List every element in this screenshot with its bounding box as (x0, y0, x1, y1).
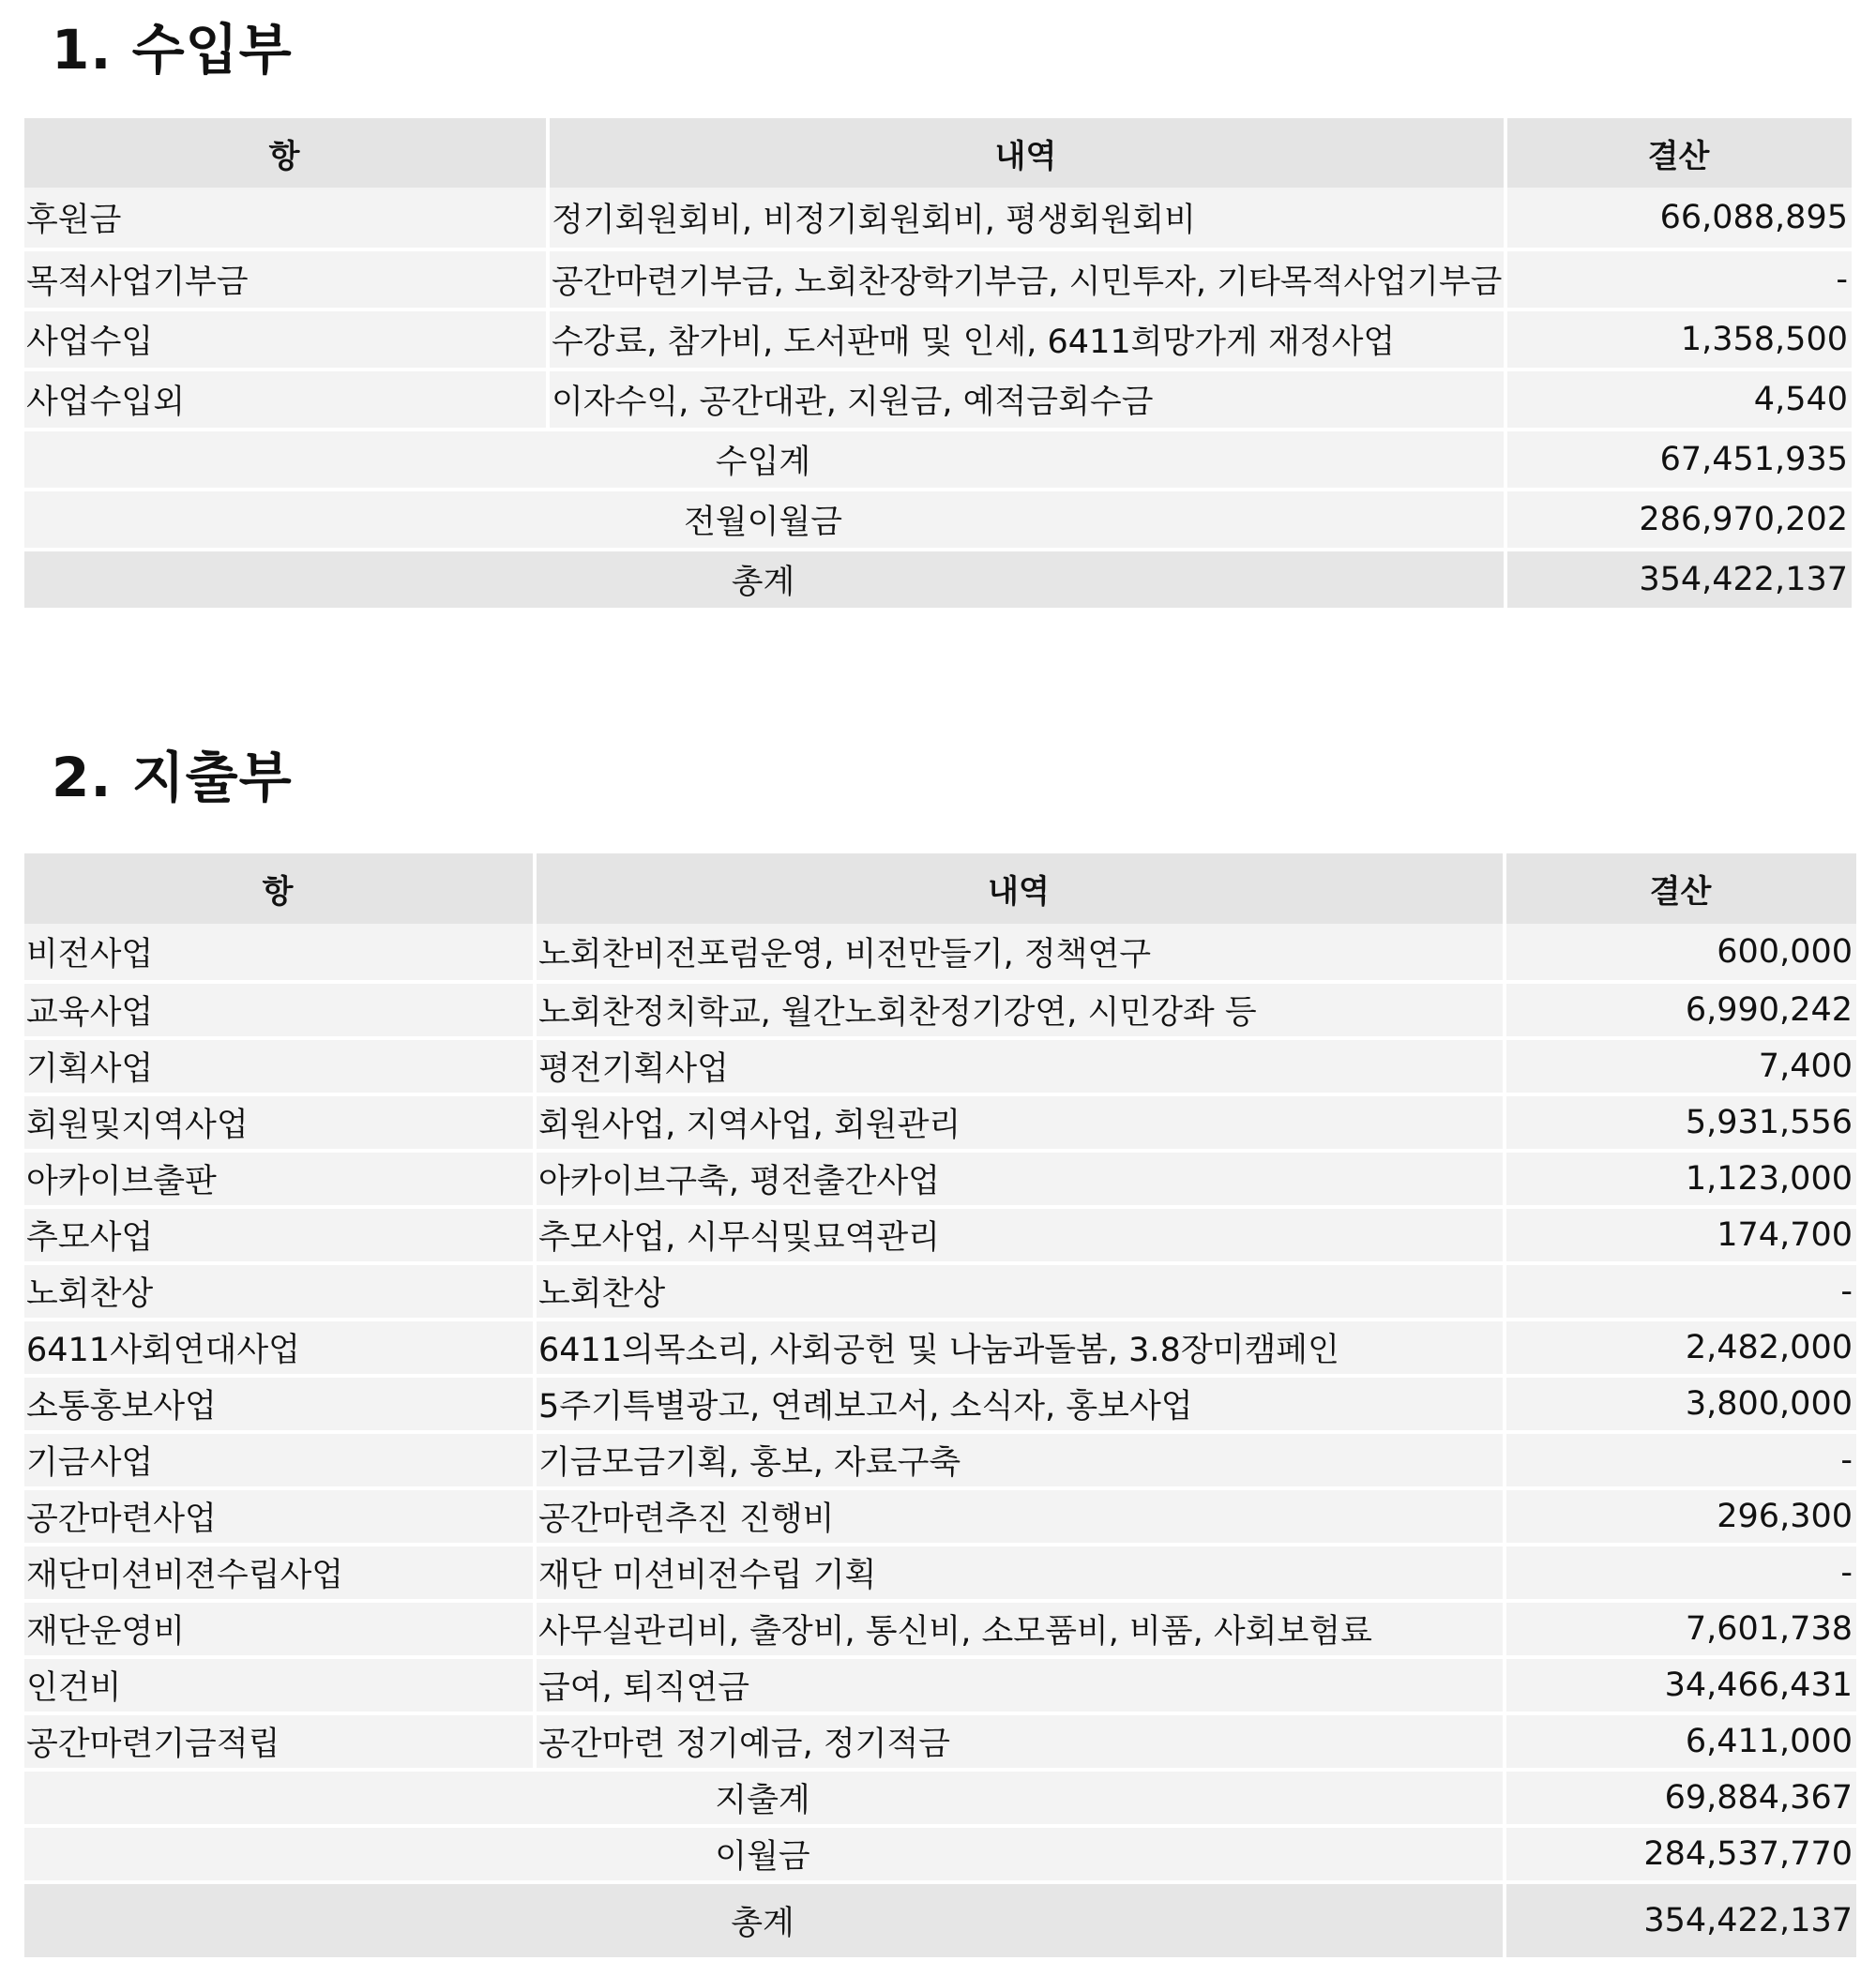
table-row (24, 188, 1852, 248)
expense-row-detail: 회원사업, 지역사업, 회원관리 (533, 1093, 1503, 1149)
expense-row-detail: 평전기획사업 (533, 1036, 1503, 1093)
table-row (24, 1655, 1856, 1712)
expense-row-amount: 5,931,556 (1503, 1093, 1856, 1149)
expense-row-item: 기획사업 (24, 1036, 533, 1093)
income-table (24, 118, 1852, 608)
income-row-detail: 이자수익, 공간대관, 지원금, 예적금회수금 (546, 368, 1504, 428)
expense-row-detail: 6411의목소리, 사회공헌 및 나눔과돌봄, 3.8장미캠페인 (533, 1318, 1503, 1374)
income-total-amount: 354,422,137 (1504, 548, 1852, 608)
income-carryover-row (24, 488, 1852, 548)
expense-row-detail: 공간마련추진 진행비 (533, 1486, 1503, 1543)
expense-row-amount: 174,700 (1503, 1205, 1856, 1261)
expense-row-item: 추모사업 (24, 1205, 533, 1261)
income-carryover-amount: 286,970,202 (1504, 488, 1852, 548)
expense-total-amount: 354,422,137 (1503, 1880, 1856, 1957)
expense-row-item: 공간마련사업 (24, 1486, 533, 1543)
expense-row-item: 공간마련기금적립 (24, 1712, 533, 1768)
expense-row-detail: 아카이브구축, 평전출간사업 (533, 1149, 1503, 1205)
expense-row-detail: 공간마련 정기예금, 정기적금 (533, 1712, 1503, 1768)
table-row (24, 1486, 1856, 1543)
table-row (24, 924, 1856, 980)
expense-row-item: 소통홍보사업 (24, 1374, 533, 1430)
expense-row-item: 재단미션비젼수립사업 (24, 1543, 533, 1599)
expense-row-amount: 3,800,000 (1503, 1374, 1856, 1430)
expense-carryover-label: 이월금 (24, 1824, 1503, 1880)
income-header-amount: 결산 (1504, 118, 1852, 188)
income-row-amount: - (1504, 248, 1852, 308)
expense-row-item: 아카이브출판 (24, 1149, 533, 1205)
income-total-label: 총계 (24, 548, 1504, 608)
income-row-amount: 4,540 (1504, 368, 1852, 428)
expense-row-item: 회원및지역사업 (24, 1093, 533, 1149)
income-section-title: 1. 수입부 (52, 18, 293, 82)
expense-row-amount: 600,000 (1503, 924, 1856, 980)
table-row (24, 1093, 1856, 1149)
table-row (24, 248, 1852, 308)
expense-row-item: 인건비 (24, 1655, 533, 1712)
expense-header-row (24, 853, 1856, 924)
table-row (24, 1430, 1856, 1486)
income-header-item: 항 (24, 118, 546, 188)
table-row (24, 308, 1852, 368)
expense-row-item: 6411사회연대사업 (24, 1318, 533, 1374)
expense-row-detail: 노회찬비전포럼운영, 비전만들기, 정책연구 (533, 924, 1503, 980)
income-row-item: 사업수입 (24, 308, 546, 368)
expense-row-detail: 노회찬상 (533, 1261, 1503, 1318)
expense-row-detail: 노회찬정치학교, 월간노회찬정기강연, 시민강좌 등 (533, 980, 1503, 1036)
table-row (24, 1543, 1856, 1599)
income-row-item: 목적사업기부금 (24, 248, 546, 308)
income-total-row (24, 548, 1852, 608)
expense-row-detail: 재단 미션비전수립 기획 (533, 1543, 1503, 1599)
table-row (24, 980, 1856, 1036)
expense-row-amount: 7,601,738 (1503, 1599, 1856, 1655)
expense-total-label: 총계 (24, 1880, 1503, 1957)
expense-row-detail: 기금모금기획, 홍보, 자료구축 (533, 1430, 1503, 1486)
expense-subtotal-label: 지출계 (24, 1768, 1503, 1824)
expense-table (24, 853, 1856, 1957)
expense-row-item: 교육사업 (24, 980, 533, 1036)
expense-row-amount: 34,466,431 (1503, 1655, 1856, 1712)
income-row-detail: 정기회원회비, 비정기회원회비, 평생회원회비 (546, 188, 1504, 248)
expense-row-detail: 5주기특별광고, 연례보고서, 소식자, 홍보사업 (533, 1374, 1503, 1430)
expense-row-amount: - (1503, 1543, 1856, 1599)
table-row (24, 1036, 1856, 1093)
income-row-item: 후원금 (24, 188, 546, 248)
table-row (24, 1599, 1856, 1655)
income-carryover-label: 전월이월금 (24, 488, 1504, 548)
expense-total-row (24, 1880, 1856, 1957)
income-subtotal-amount: 67,451,935 (1504, 428, 1852, 488)
expense-row-item: 노회찬상 (24, 1261, 533, 1318)
expense-header-amount: 결산 (1503, 853, 1856, 924)
expense-row-detail: 사무실관리비, 출장비, 통신비, 소모품비, 비품, 사회보험료 (533, 1599, 1503, 1655)
income-row-detail: 공간마련기부금, 노회찬장학기부금, 시민투자, 기타목적사업기부금 (546, 248, 1504, 308)
income-row-amount: 1,358,500 (1504, 308, 1852, 368)
expense-carryover-amount: 284,537,770 (1503, 1824, 1856, 1880)
income-header-detail: 내역 (546, 118, 1504, 188)
expense-subtotal-row (24, 1768, 1856, 1824)
income-row-detail: 수강료, 참가비, 도서판매 및 인세, 6411희망가게 재정사업 (546, 308, 1504, 368)
expense-row-amount: 7,400 (1503, 1036, 1856, 1093)
income-row-item: 사업수입외 (24, 368, 546, 428)
expense-row-amount: 6,990,242 (1503, 980, 1856, 1036)
expense-row-amount: - (1503, 1430, 1856, 1486)
expense-row-detail: 추모사업, 시무식및묘역관리 (533, 1205, 1503, 1261)
expense-row-item: 기금사업 (24, 1430, 533, 1486)
income-header-row (24, 118, 1852, 188)
income-subtotal-label: 수입계 (24, 428, 1504, 488)
table-row (24, 1374, 1856, 1430)
expense-header-detail: 내역 (533, 853, 1503, 924)
expense-header-item: 항 (24, 853, 533, 924)
expense-row-amount: - (1503, 1261, 1856, 1318)
table-row (24, 1149, 1856, 1205)
expense-row-item: 재단운영비 (24, 1599, 533, 1655)
expense-row-detail: 급여, 퇴직연금 (533, 1655, 1503, 1712)
table-row (24, 1318, 1856, 1374)
expense-row-amount: 296,300 (1503, 1486, 1856, 1543)
expense-subtotal-amount: 69,884,367 (1503, 1768, 1856, 1824)
expense-row-amount: 1,123,000 (1503, 1149, 1856, 1205)
expense-row-amount: 2,482,000 (1503, 1318, 1856, 1374)
income-row-amount: 66,088,895 (1504, 188, 1852, 248)
table-row (24, 1261, 1856, 1318)
expense-row-item: 비전사업 (24, 924, 533, 980)
income-subtotal-row (24, 428, 1852, 488)
expense-carryover-row (24, 1824, 1856, 1880)
expense-row-amount: 6,411,000 (1503, 1712, 1856, 1768)
table-row (24, 368, 1852, 428)
table-row (24, 1205, 1856, 1261)
expense-section-title: 2. 지출부 (52, 746, 293, 809)
table-row (24, 1712, 1856, 1768)
